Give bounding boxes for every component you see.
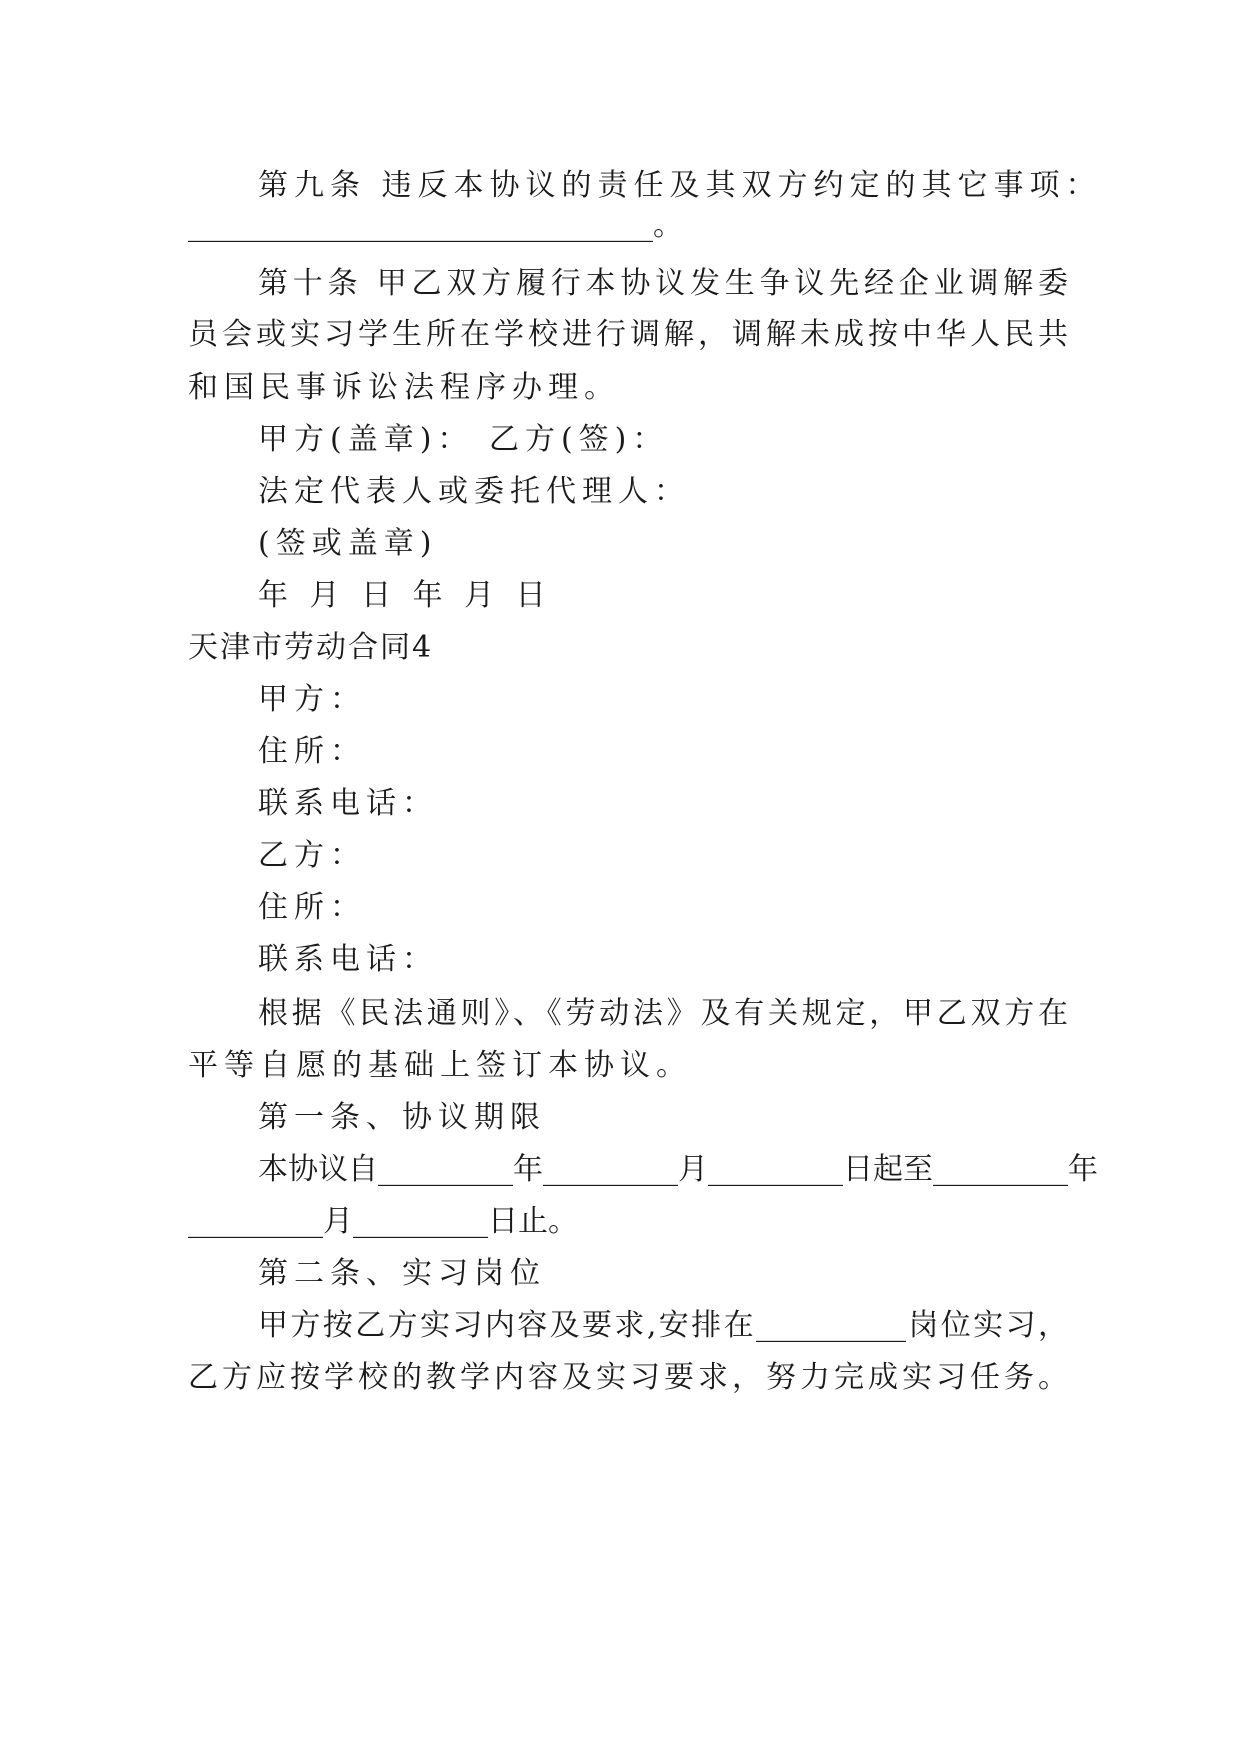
party-a-phone: 联系电话： [258, 786, 438, 821]
article-1-term-line-2: _________月_________日止。 [188, 1204, 578, 1239]
article-2-line-2: 乙方应按学校的教学内容及实习要求，努力完成实习任务。 [188, 1360, 1068, 1395]
party-a-label: 甲方： [258, 682, 366, 717]
signature-parties: 甲方(盖章)： 乙方(签)： [258, 422, 669, 457]
preamble-line-1: 根据《民法通则》、《劳动法》及有关规定，甲乙双方在 [258, 996, 1068, 1031]
signature-dates: 年 月 日 年 月 日 [258, 578, 552, 613]
article-9-blank-line: _______________________________。 [188, 208, 683, 243]
article-10-line-1: 第十条 甲乙双方履行本协议发生争议先经企业调解委 [258, 266, 1068, 301]
article-2-heading: 第二条、实习岗位 [258, 1256, 546, 1291]
article-9-heading: 第九条 违反本协议的责任及其双方约定的其它事项： [258, 168, 1102, 203]
party-b-phone: 联系电话： [258, 942, 438, 977]
legal-representative: 法定代表人或委托代理人： [258, 474, 690, 509]
party-a-address: 住所： [258, 734, 366, 769]
article-1-heading: 第一条、协议期限 [258, 1100, 546, 1135]
party-b-label: 乙方： [258, 838, 366, 873]
article-10-line-3: 和国民事诉讼法程序办理。 [188, 370, 620, 405]
party-b-address: 住所： [258, 890, 366, 925]
preamble-line-2: 平等自愿的基础上签订本协议。 [188, 1048, 692, 1083]
article-2-line-1: 甲方按乙方实习内容及要求,安排在__________岗位实习， [258, 1308, 1068, 1343]
contract-title: 天津市劳动合同4 [188, 630, 434, 665]
article-10-line-2: 员会或实习学生所在学校进行调解，调解未成按中华人民共 [188, 317, 1068, 352]
article-1-term-line-1: 本协议自_________年_________月_________日起至_________年 [258, 1152, 1098, 1187]
sign-or-seal: (签或盖章) [258, 526, 438, 561]
